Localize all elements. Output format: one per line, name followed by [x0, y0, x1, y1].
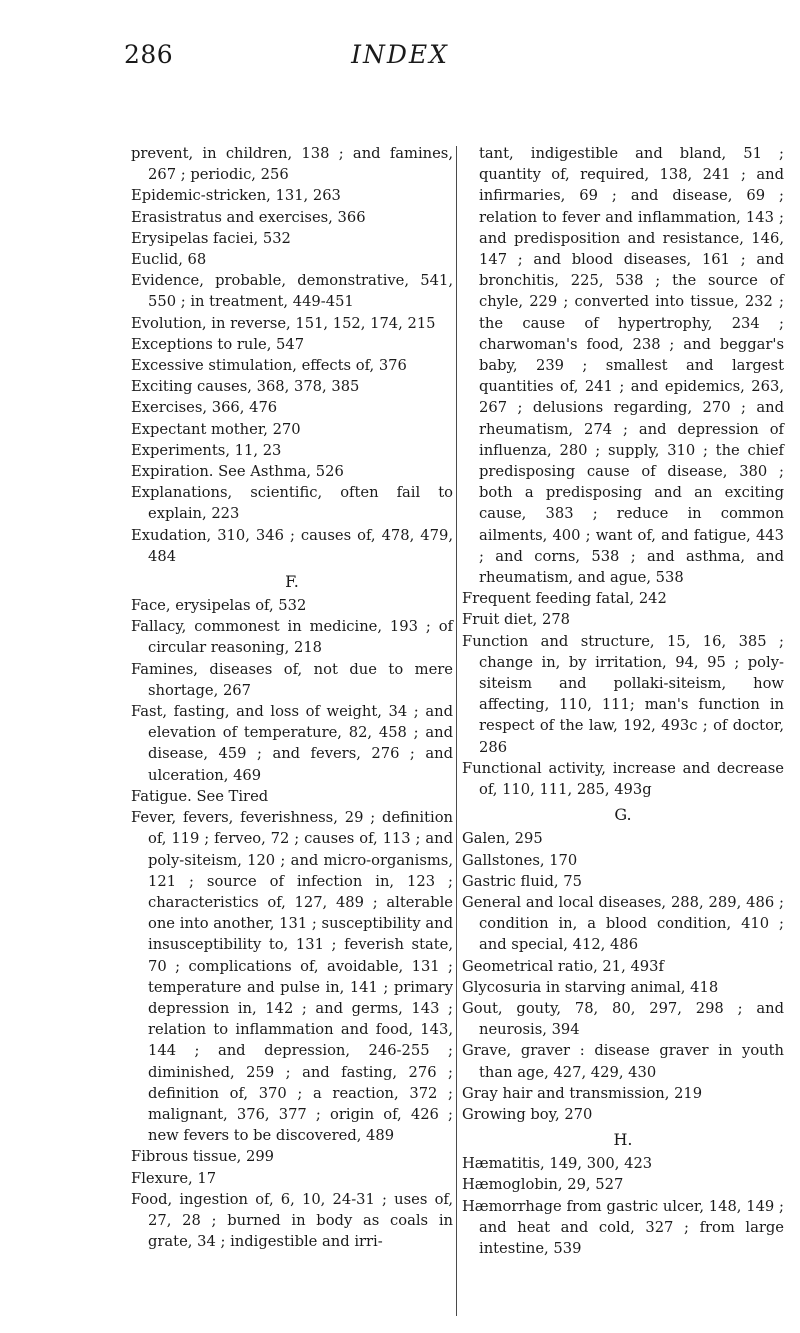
index-entry: Function and structure, 15, 16, 385 ; change in, by irritation, 94, 95 ; poly-siteism and pollaki-siteism, how affecting, 110, 111; man's function in respect of the law, 192, 493c ; of doctor, 286	[462, 632, 784, 756]
index-entry: Fever, fevers, feverishness, 29 ; definition of, 119 ; ferveo, 72 ; causes of, 113 ; and poly-siteism, 120 ; and micro-organisms, 121 ; source of infection in, 123 ; characteristics of, 127, 489 ; alterable one into another, 131 ; susceptibility and insusceptibility to, 131 ; feverish state, 70 ; complications of, avoidable, 131 ; temperature and pulse in, 141 ; primary depression in, 142 ; and germs, 143 ; relation to inflammation and food, 143, 144 ; and depression, 246-255 ; diminished, 259 ; and fasting, 276 ; definition of, 370 ; a reaction, 372 ; malignant, 376, 377 ; origin of, 426 ; new fevers to be discovered, 489	[131, 809, 453, 1145]
index-entry: Fallacy, commonest in medicine, 193 ; of circular reasoning, 218	[131, 618, 453, 657]
index-entry: Functional activity, increase and decrease of, 110, 111, 285, 493g	[462, 759, 784, 799]
index-entry: Erasistratus and exercises, 366	[131, 208, 366, 226]
index-entry-continued: tant, indigestible and bland, 51 ; quantity of, required, 138, 241 ; and infirmaries, 69 ; and disease, 69 ; relation to fever and inflammation, 143 ; and predisposition and resistance, 146, 147 ; and blood diseases, 161 ; and bronchitis, 225, 538 ; the source of chyle, 229 ; converted into tissue, 232 ; the cause of hypertrophy, 234 ; charwoman's food, 238 ; and beggar's baby, 239 ; smallest and largest quantities of, 241 ; and epidemics, 263, 267 ; delusions regarding, 270 ; and rheumatism, 274 ; and depression of influenza, 280 ; supply, 310 ; the chief predisposing cause of disease, 380 ; both a predisposing and an exciting cause, 383 ; reduce in common ailments, 400 ; want of, and fatigue, 443 ; and corns, 538 ; and asthma, and rheumatism, and ague, 538	[479, 145, 784, 587]
index-entry: Food, ingestion of, 6, 10, 24-31 ; uses of, 27, 28 ; burned in body as coals in grate, 34 ; indigestible and irri-	[131, 1190, 453, 1251]
index-entry: Fruit diet, 278	[462, 611, 571, 629]
index-entry: Gallstones, 170	[462, 851, 578, 869]
index-entry: Growing boy, 270	[462, 1105, 593, 1123]
index-column-left	[131, 143, 453, 1252]
index-entry: Exciting causes, 368, 378, 385	[131, 378, 360, 396]
index-entry: Erysipelas faciei, 532	[131, 229, 291, 247]
index-entry: Hæmoglobin, 29, 527	[462, 1176, 624, 1194]
index-entry: Epidemic-stricken, 131, 263	[131, 187, 341, 205]
index-entry: Experiments, 11, 23	[131, 441, 282, 459]
index-entry: Excessive stimulation, effects of, 376	[131, 357, 407, 375]
index-entry: General and local diseases, 288, 289, 486 ; condition in, a blood condition, 410 ; and special, 412, 486	[462, 893, 784, 954]
index-entry: Expectant mother, 270	[131, 420, 301, 438]
section-letter-h: H.	[613, 1130, 633, 1150]
index-entry: Galen, 295	[462, 830, 543, 848]
index-entry: Exercises, 366, 476	[131, 399, 278, 417]
section-letter-g: G.	[614, 805, 632, 825]
index-entry: Evolution, in reverse, 151, 152, 174, 215	[131, 314, 436, 332]
index-entry: Frequent feeding fatal, 242	[462, 590, 667, 608]
index-entry: Fatigue. See Tired	[131, 787, 269, 805]
running-head: INDEX	[351, 40, 449, 69]
index-entry: Gastric fluid, 75	[462, 872, 582, 890]
index-entry: Evidence, probable, demonstrative, 541, 550 ; in treatment, 449-451	[131, 272, 453, 311]
index-entry: Famines, diseases of, not due to mere shortage, 267	[131, 660, 453, 699]
index-entry: Geometrical ratio, 21, 493f	[462, 957, 664, 975]
index-entry: Fast, fasting, and loss of weight, 34 ; and elevation of temperature, 82, 458 ; and disease, 459 ; and fevers, 276 ; and ulceration, 469	[131, 703, 453, 784]
index-entry: Face, erysipelas of, 532	[131, 597, 307, 615]
index-entry: Fibrous tissue, 299	[131, 1148, 275, 1166]
index-entry: Gray hair and transmission, 219	[462, 1084, 703, 1102]
index-entry: Euclid, 68	[131, 251, 207, 269]
column-divider	[456, 146, 457, 1316]
index-entry: Gout, gouty, 78, 80, 297, 298 ; and neurosis, 394	[462, 999, 784, 1039]
index-entry: Flexure, 17	[131, 1169, 217, 1187]
index-entry: Explanations, scientific, often fail to explain, 223	[131, 484, 453, 523]
index-entry: prevent, in children, 138 ; and famines, 267 ; periodic, 256	[131, 145, 453, 184]
section-letter-f: F.	[285, 572, 299, 592]
index-entry: Exceptions to rule, 547	[131, 335, 305, 353]
index-entry: Expiration. See Asthma, 526	[131, 463, 344, 481]
index-entry: Hæmatitis, 149, 300, 423	[462, 1155, 653, 1173]
index-entry: Grave, graver : disease graver in youth than age, 427, 429, 430	[462, 1042, 784, 1081]
index-entry: Exudation, 310, 346 ; causes of, 478, 479, 484	[131, 526, 453, 565]
page-number: 286	[124, 40, 174, 69]
index-entry: Glycosuria in starving animal, 418	[462, 978, 719, 996]
index-entry: Hæmorrhage from gastric ulcer, 148, 149 ; and heat and cold, 327 ; from large intestine, 539	[462, 1197, 784, 1257]
index-column-right	[462, 143, 784, 1259]
